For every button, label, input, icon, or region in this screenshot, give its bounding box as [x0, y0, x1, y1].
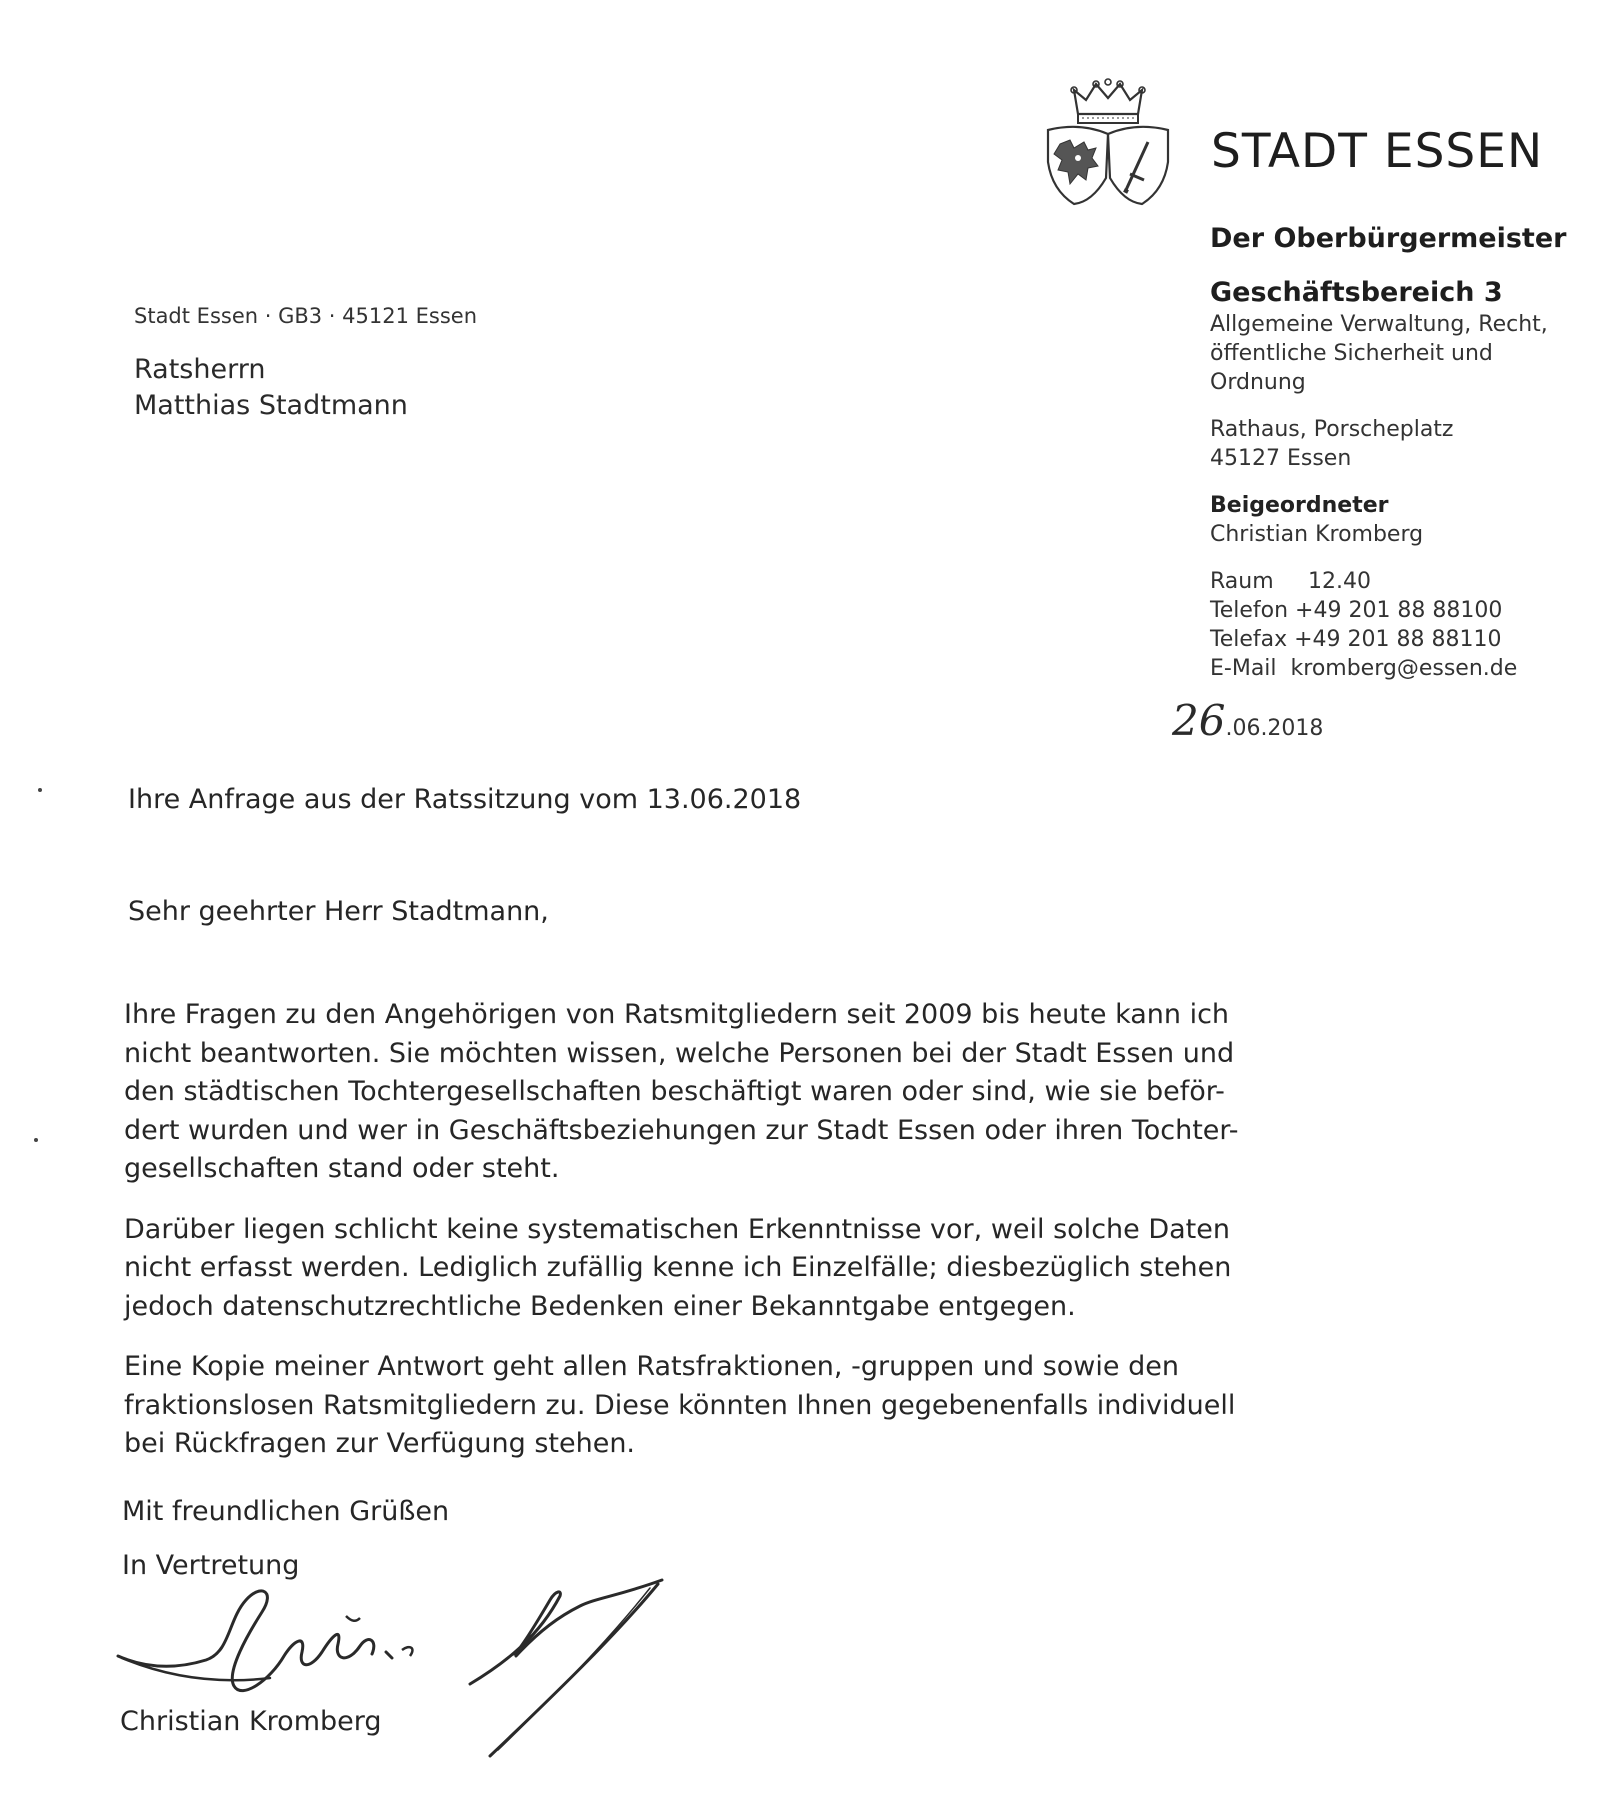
body-line: Ihre Fragen zu den Angehörigen von Ratsmitgliedern seit 2009 bis heute kann ich	[124, 999, 1230, 1030]
official-title: Beigeordneter	[1210, 493, 1389, 518]
letter-date	[1172, 696, 1323, 745]
division-description-line: Allgemeine Verwaltung, Recht,	[1210, 312, 1548, 337]
division-description-line: Ordnung	[1210, 370, 1306, 395]
division-heading: Geschäftsbereich 3	[1210, 277, 1503, 308]
body-line: jedoch datenschutzrechtliche Bedenken einer Bekanntgabe entgegen.	[124, 1290, 1076, 1322]
body-line: dert wurden und wer in Geschäftsbeziehungen zur Stadt Essen oder ihren Tochter-	[124, 1114, 1239, 1146]
body-line: fraktionslosen Ratsmitgliedern zu. Diese könnten Ihnen gegebenenfalls individuell	[124, 1389, 1236, 1421]
body-line: gesellschaften stand oder steht.	[124, 1153, 560, 1184]
sender-block	[1210, 222, 1590, 683]
date-day-handwritten: 26	[1172, 696, 1226, 745]
representation-note: In Vertretung	[122, 1550, 300, 1581]
body-line: nicht erfasst werden. Lediglich zufällig kenne ich Einzelfälle; diesbezüglich stehen	[124, 1252, 1232, 1283]
room-line	[1210, 567, 1590, 596]
recipient-line: Matthias Stadtmann	[134, 390, 408, 421]
signatory-name: Christian Kromberg	[120, 1706, 382, 1737]
body-line: Eine Kopie meiner Antwort geht allen Ratsfraktionen, -gruppen und sowie den	[124, 1351, 1179, 1382]
office-address-line: Rathaus, Porscheplatz	[1210, 417, 1454, 442]
coat-of-arms-icon	[1044, 78, 1172, 208]
fax-line: Telefax +49 201 88 88110	[1210, 627, 1502, 652]
department-heading: Der Oberbürgermeister	[1210, 223, 1567, 254]
body-line: nicht beantworten. Sie möchten wissen, welche Personen bei der Stadt Essen und	[124, 1037, 1235, 1069]
letter-subject: Ihre Anfrage aus der Ratssitzung vom 13.06.2018	[128, 784, 802, 815]
body-line: Darüber liegen schlicht keine systematischen Erkenntnisse vor, weil solche Daten	[124, 1213, 1230, 1245]
official-name: Christian Kromberg	[1210, 522, 1424, 547]
scan-speck	[34, 1138, 38, 1142]
body-paragraph	[124, 1211, 1232, 1327]
email-line: E-Mail kromberg@essen.de	[1210, 656, 1518, 681]
recipient-address	[134, 352, 408, 424]
date-month-year: .06.2018	[1225, 716, 1324, 741]
city-name: STADT ESSEN	[1211, 124, 1544, 179]
scan-speck	[38, 788, 42, 792]
room-value: 12.40	[1308, 569, 1371, 594]
division-description-line: öffentliche Sicherheit und	[1210, 341, 1493, 366]
body-paragraph	[124, 996, 1239, 1189]
closing-phrase: Mit freundlichen Grüßen	[122, 1496, 450, 1527]
body-paragraph	[124, 1348, 1236, 1464]
recipient-line: Ratsherrn	[134, 354, 266, 385]
phone-line: Telefon +49 201 88 88100	[1210, 598, 1503, 623]
letter-body	[124, 996, 1239, 1486]
return-address: Stadt Essen · GB3 · 45121 Essen	[134, 304, 478, 328]
room-label: Raum	[1210, 569, 1274, 594]
salutation: Sehr geehrter Herr Stadtmann,	[128, 896, 549, 927]
office-address-line: 45127 Essen	[1210, 446, 1352, 471]
body-line: den städtischen Tochtergesellschaften beschäftigt waren oder sind, wie sie beför-	[124, 1076, 1225, 1107]
body-line: bei Rückfragen zur Verfügung stehen.	[124, 1428, 636, 1459]
